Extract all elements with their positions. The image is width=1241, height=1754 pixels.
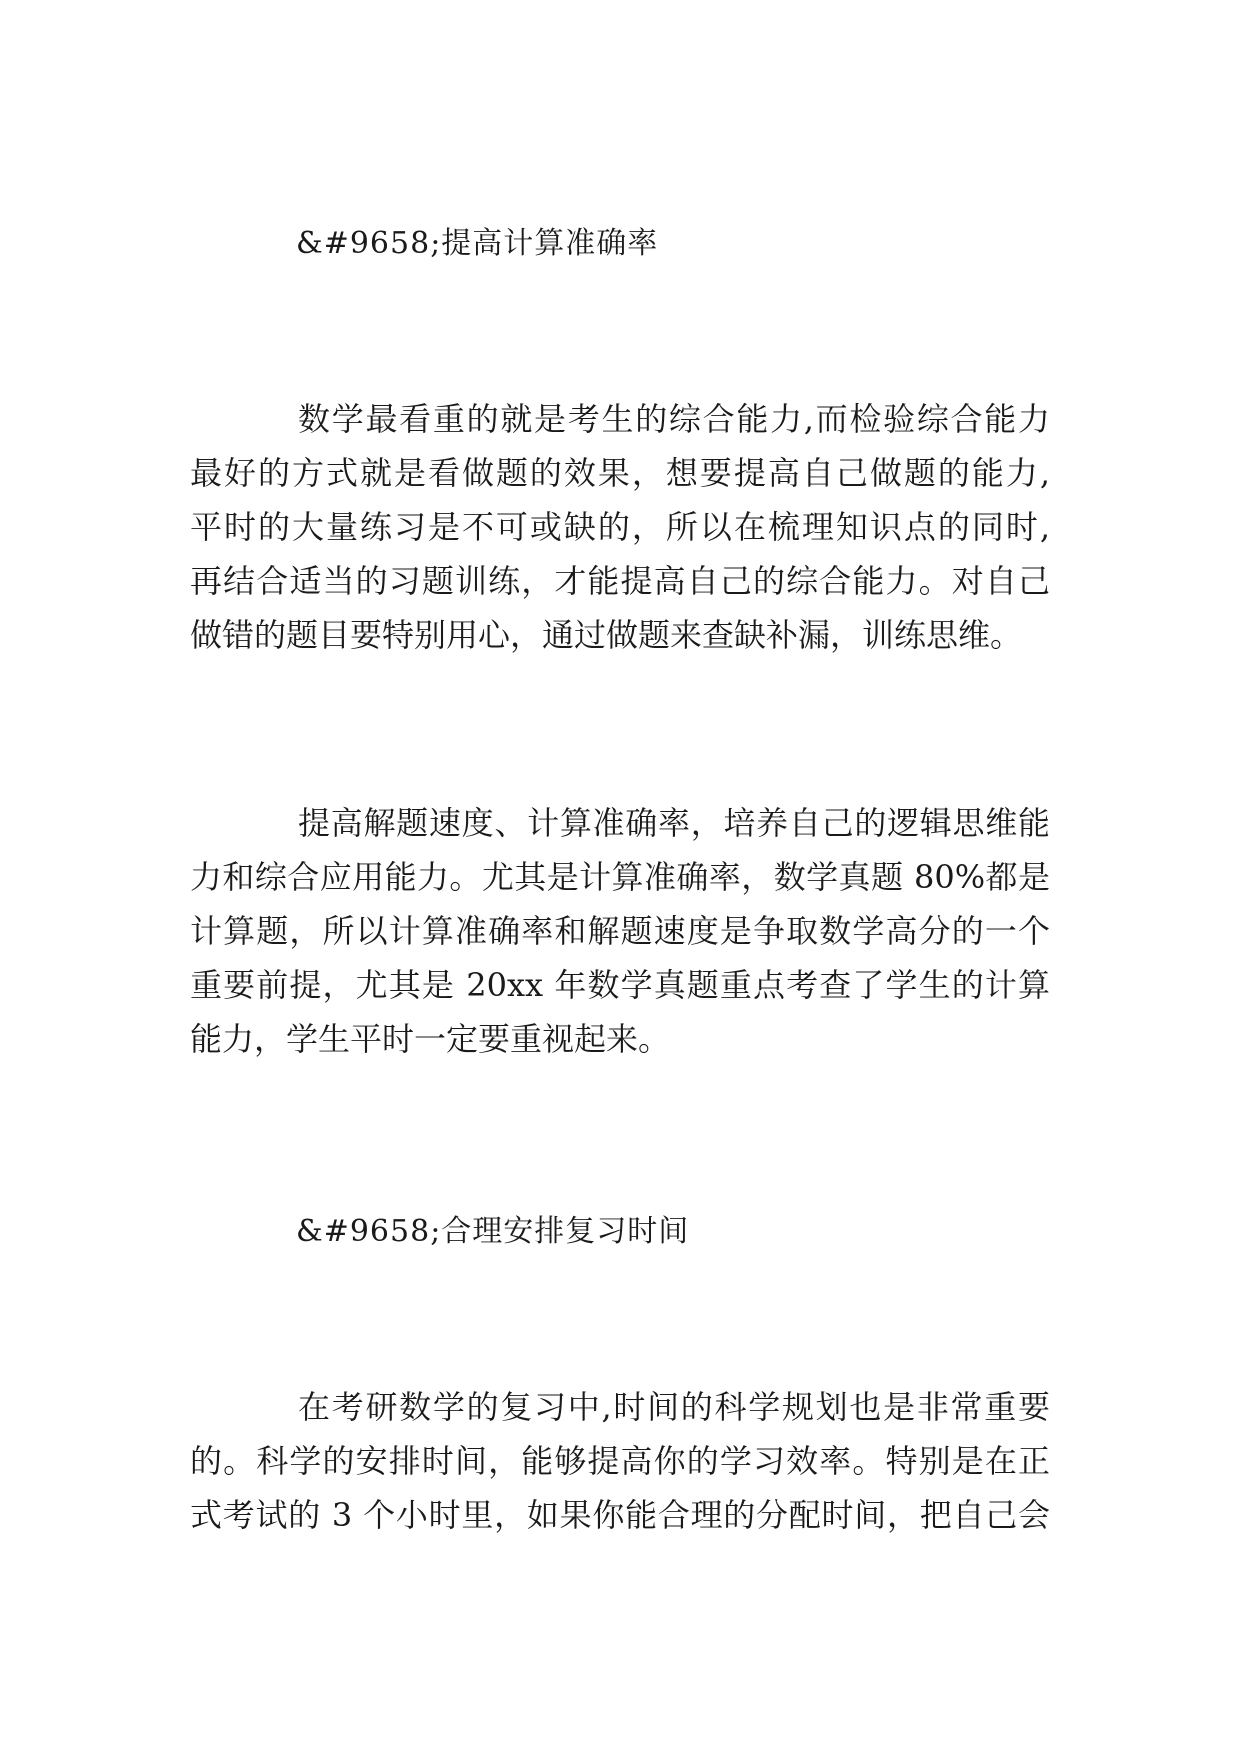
paragraph-practice [190,392,1050,662]
paragraph-line: 力和综合应用能力。尤其是计算准确率，数学真题 80%都是 [190,858,1050,896]
paragraph-line: 提高解题速度、计算准确率，培养自己的逻辑思维能 [298,804,1050,842]
paragraph-speed-accuracy [190,796,1050,1066]
section-heading-schedule: &#9658;合理安排复习时间 [296,1214,690,1249]
paragraph-line: 计算题，所以计算准确率和解题速度是争取数学高分的一个 [190,912,1050,950]
paragraph-line: 数学最看重的就是考生的综合能力,而检验综合能力 [298,400,1050,438]
paragraph-line: 再结合适当的习题训练，才能提高自己的综合能力。对自己 [190,562,1050,600]
paragraph-line: 最好的方式就是看做题的效果，想要提高自己做题的能力, [190,454,1050,492]
paragraph-line: 能力，学生平时一定要重视起来。 [190,1020,671,1058]
paragraph-line: 平时的大量练习是不可或缺的，所以在梳理知识点的同时, [190,508,1050,546]
paragraph-line: 在考研数学的复习中,时间的科学规划也是非常重要 [298,1388,1050,1426]
section-heading-accuracy: &#9658;提高计算准确率 [296,226,659,261]
paragraph-line: 的。科学的安排时间，能够提高你的学习效率。特别是在正 [190,1442,1050,1480]
paragraph-line: 重要前提，尤其是 20xx 年数学真题重点考查了学生的计算 [190,966,1050,1004]
paragraph-line: 式考试的 3 个小时里，如果你能合理的分配时间，把自己会 [190,1496,1050,1534]
paragraph-time-planning [190,1380,1050,1542]
paragraph-line: 做错的题目要特别用心，通过做题来查缺补漏，训练思维。 [190,616,1023,654]
